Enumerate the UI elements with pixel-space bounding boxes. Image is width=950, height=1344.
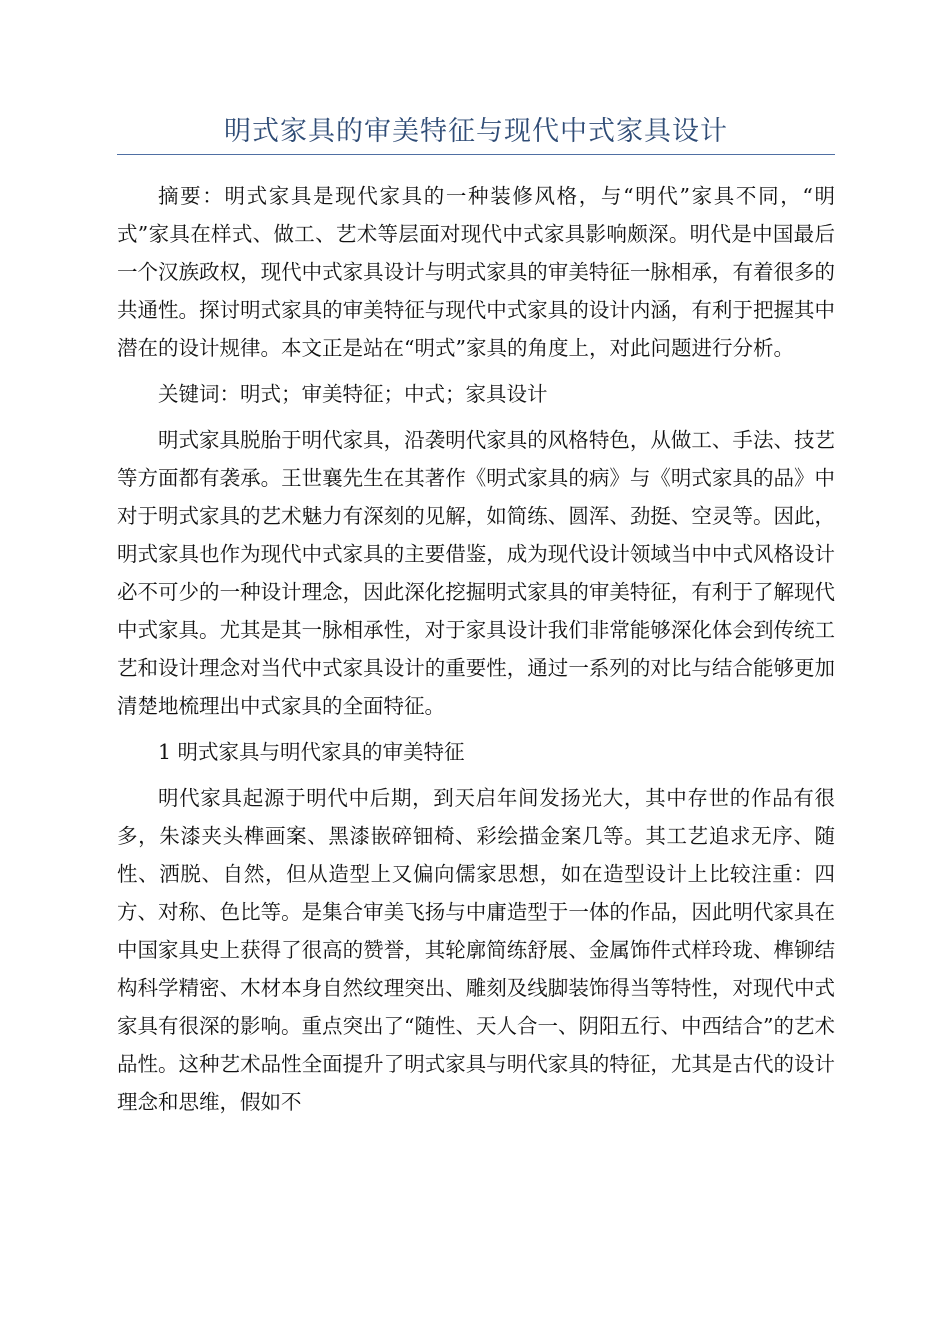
- document-page: [117, 0, 835, 1129]
- keywords-line: 关键词：明式；审美特征；中式；家具设计: [158, 382, 548, 406]
- abstract-paragraph: 摘要：明式家具是现代家具的一种装修风格，与“明代”家具不同，“明式”家具在样式、做工、艺术等层面对现代中式家具影响颇深。明代是中国最后一个汉族政权，现代中式家具设计与明式家具的审美特征一脉相承，有着很多的共通性。探讨明式家具的审美特征与现代中式家具的设计内涵，有利于把握其中潜在的设计规律。本文正是站在“明式”家具的角度上，对此问题进行分析。: [117, 184, 835, 360]
- intro-paragraph: 明式家具脱胎于明代家具，沿袭明代家具的风格特色，从做工、手法、技艺等方面都有袭承。王世襄先生在其著作《明式家具的病》与《明式家具的品》中对于明式家具的艺术魅力有深刻的见解，如简练、圆浑、劲挺、空灵等。因此，明式家具也作为现代中式家具的主要借鉴，成为现代设计领域当中中式风格设计必不可少的一种设计理念，因此深化挖掘明式家具的审美特征，有利于了解现代中式家具。尤其是其一脉相承性，对于家具设计我们非常能够深化体会到传统工艺和设计理念对当代中式家具设计的重要性，通过一系列的对比与结合能够更加清楚地梳理出中式家具的全面特征。: [117, 428, 835, 718]
- title-underline: [117, 154, 835, 155]
- document-title: 明式家具的审美特征与现代中式家具设计: [224, 116, 728, 147]
- section-paragraph: 明代家具起源于明代中后期，到天启年间发扬光大，其中存世的作品有很多，朱漆夹头榫画案、黑漆嵌碎钿椅、彩绘描金案几等。其工艺追求无序、随性、洒脱、自然，但从造型上又偏向儒家思想，如在造型设计上比较注重：四方、对称、色比等。是集合审美飞扬与中庸造型于一体的作品，因此明代家具在中国家具史上获得了很高的赞誉，其轮廓简练舒展、金属饰件式样玲珑、榫铆结构科学精密、木材本身自然纹理突出、雕刻及线脚装饰得当等特性，对现代中式家具有很深的影响。重点突出了“随性、天人合一、阴阳五行、中西结合”的艺术品性。这种艺术品性全面提升了明式家具与明代家具的特征，尤其是古代的设计理念和思维，假如不: [117, 786, 835, 1114]
- section-heading: 1 明式家具与明代家具的审美特征: [158, 740, 465, 764]
